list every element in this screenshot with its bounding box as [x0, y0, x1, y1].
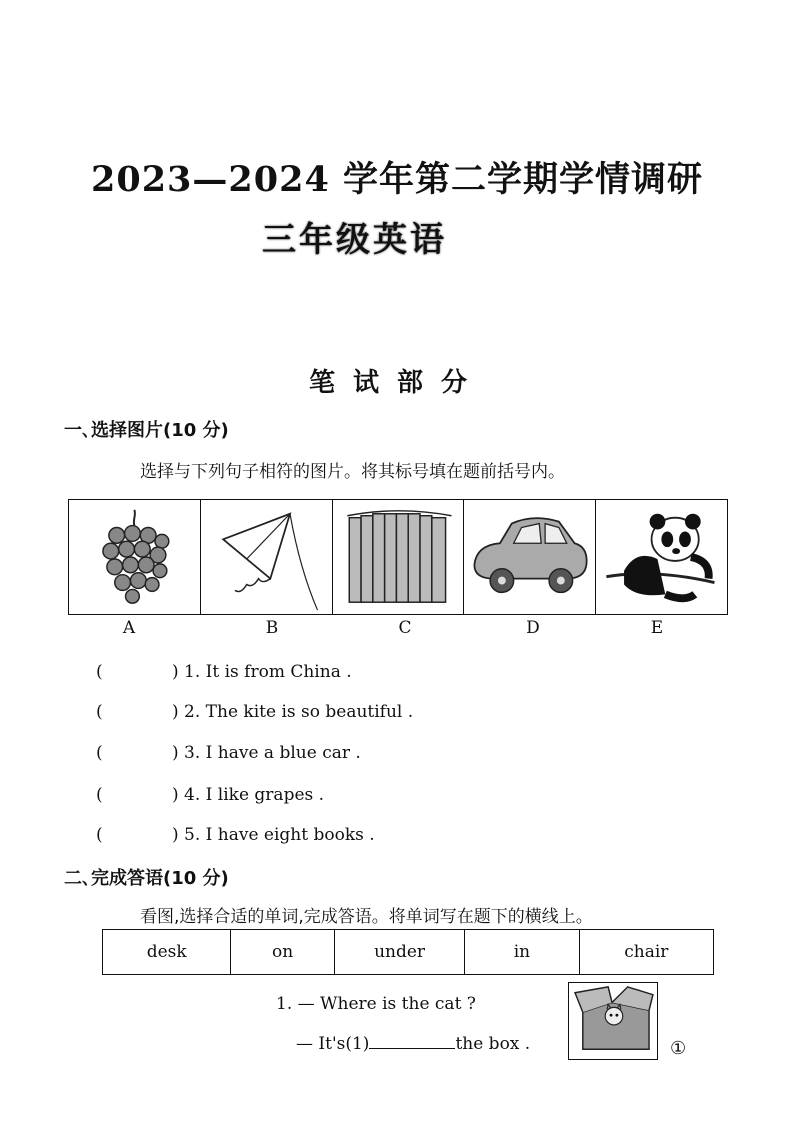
answer-paren[interactable]: (	[96, 662, 103, 682]
section-2-instruction: 看图,选择合适的单词,完成答语。将单词写在题下的横线上。	[140, 907, 593, 927]
answer-blank-1[interactable]	[369, 1034, 455, 1049]
picture-table	[68, 499, 728, 615]
picture-letter-c: C	[398, 618, 412, 638]
answer-paren[interactable]: (	[96, 702, 103, 722]
word-bank-cell: under	[335, 930, 465, 974]
grapes-icon	[69, 500, 200, 614]
answer-paren[interactable]: (	[96, 743, 103, 763]
picture-letter-d: D	[526, 618, 540, 638]
car-icon	[464, 500, 595, 614]
answer-paren[interactable]: (	[96, 785, 103, 805]
section-1-instruction: 选择与下列句子相符的图片。将其标号填在题前括号内。	[140, 462, 565, 482]
word-bank-cell: on	[231, 930, 335, 974]
question-row	[96, 825, 375, 845]
word-bank-table	[102, 929, 714, 975]
books-icon	[333, 500, 464, 614]
picture-cell-a	[69, 500, 201, 614]
section-2-heading: 二､完成答语(10 分)	[64, 868, 229, 889]
answer-prefix: — It's(1)	[296, 1034, 370, 1054]
picture-cat-box	[568, 982, 658, 1060]
question-text: ) 3. I have a blue car .	[172, 743, 361, 763]
word-bank-cell: desk	[103, 930, 231, 974]
dialog-answer	[296, 1034, 530, 1054]
picture-cell-e	[596, 500, 727, 614]
question-text: ) 1. It is from China .	[172, 662, 352, 682]
page-subtitle: 三年级英语	[262, 220, 447, 260]
answer-suffix: the box .	[455, 1034, 531, 1054]
word-bank-cell: chair	[624, 942, 669, 962]
question-row	[96, 662, 352, 682]
picture-letter-e: E	[650, 618, 664, 638]
question-row	[96, 702, 413, 722]
question-text: ) 5. I have eight books .	[172, 825, 375, 845]
answer-paren[interactable]: (	[96, 825, 103, 845]
picture-cell-c	[333, 500, 465, 614]
part-title: 笔试部分	[308, 368, 485, 398]
picture-cell-b	[201, 500, 333, 614]
question-row	[96, 743, 361, 763]
page-title: 2023—2024 学年第二学期学情调研	[90, 159, 703, 200]
picture-letter-a: A	[122, 618, 136, 638]
kite-icon	[201, 500, 332, 614]
picture-cell-d	[464, 500, 596, 614]
question-text: ) 4. I like grapes .	[172, 785, 325, 805]
picture-marker: ①	[670, 1038, 687, 1059]
word-bank-cell: in	[465, 930, 579, 974]
cat-in-box-icon	[569, 983, 657, 1059]
picture-letter-b: B	[265, 618, 279, 638]
panda-icon	[596, 500, 727, 614]
section-1-heading: 一､选择图片(10 分)	[64, 420, 229, 441]
dialog-question: 1. — Where is the cat ?	[276, 994, 476, 1014]
question-row	[96, 785, 324, 805]
question-text: ) 2. The kite is so beautiful .	[172, 702, 414, 722]
